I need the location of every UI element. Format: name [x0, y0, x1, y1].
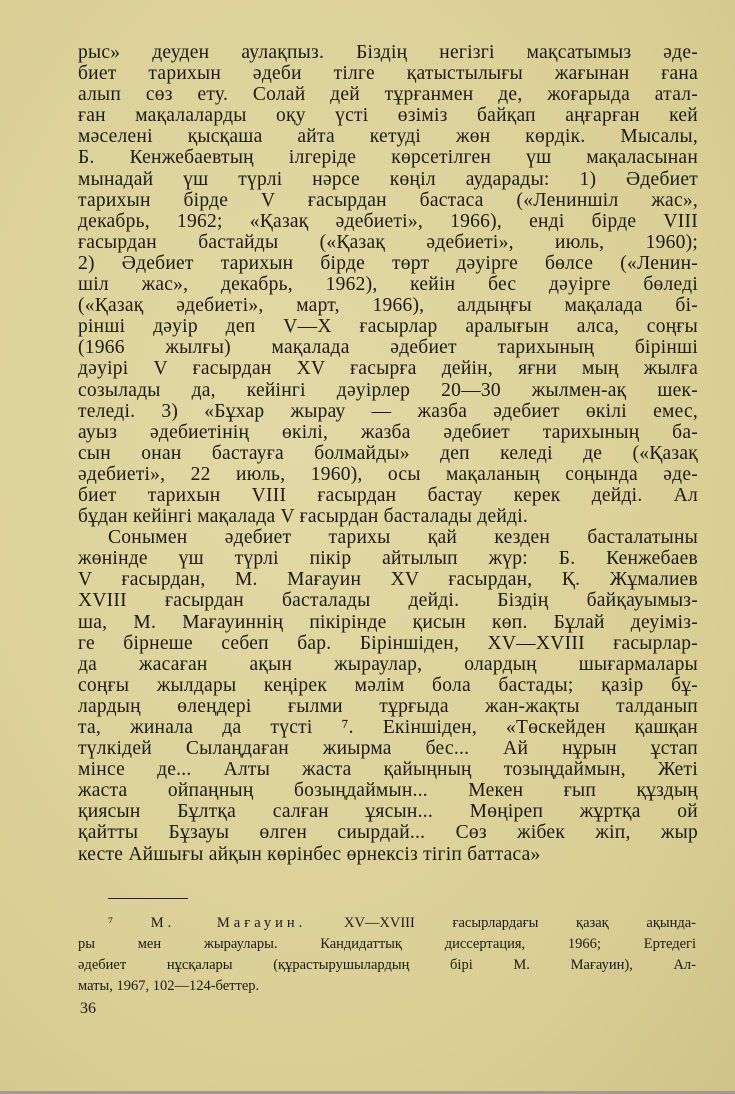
footnote-marker: ⁷ — [108, 915, 114, 931]
text-line: жаста ойпаңның бозыңдаймын... Мекен ғып құздың — [78, 780, 698, 802]
text-line: мынадай үш түрлі нәрсе көңіл аударады: 1) Әдебиет — [78, 168, 698, 190]
text-line: биет тарихын VIII ғасырдан бастау керек дейді. Ал — [78, 484, 698, 506]
footnote-line: ры мен жыраулары. Кандидаттық диссертация, 1966; Ертедегі — [78, 936, 696, 952]
text-line: қиясын Бұлтқа салған ұясын... Мөңіреп жұртқа ой — [78, 801, 698, 823]
text-line: ған мақалаларды оқу үсті өзіміз байқап аңғарған кей — [78, 105, 698, 127]
footnote-author: М. Мағауин. — [150, 915, 307, 931]
text-line: ша, М. Мағауиннің пікірінде қисын көп. Бұлай деуіміз- — [78, 611, 698, 633]
text-line: дәуірі V ғасырдан XV ғасырға дейін, яғни мың жылға — [78, 358, 698, 380]
page-number: 36 — [80, 1000, 96, 1017]
text-line: бұдан кейінгі мақалада V ғасырдан басталады дейді. — [78, 506, 529, 528]
text-line: әдебиеті», 22 июль, 1960), осы мақаланың соңында әде- — [78, 463, 698, 485]
text-line: биет тарихын әдеби тілге қатыстылығы жағынан ғана — [78, 63, 698, 85]
text-line: мәселені қысқаша айта кетуді жөн көрдік. Мысалы, — [78, 126, 698, 148]
text-line: теледі. 3) «Бұхар жырау — жазба әдебиет өкілі емес, — [78, 400, 698, 422]
text-line: тарихын бірде V ғасырдан бастаса («Лениншіл жас», — [78, 189, 698, 211]
text-line: мінсе де... Алты жаста қайыңның тозыңдаймын, Жеті — [78, 759, 698, 781]
text-line: Б. Кенжебаевтың ілгеріде көрсетілген үш мақаласынан — [78, 147, 698, 169]
text-line: декабрь, 1962; «Қазақ әдебиеті», 1966), енді бірде VIII — [78, 210, 698, 232]
text-line: рыс» деуден аулақпыз. Біздің негізгі мақсатымыз әде- — [78, 42, 698, 63]
text-line: қайтты Бұзауы өлген сиырдай... Сөз жібек жіп, жыр — [78, 822, 698, 844]
text-line: Сонымен әдебиет тарихы қай кезден басталатыны — [108, 527, 698, 549]
text-line: жөнінде үш түрлі пікір айтылып жүр: Б. Кенжебаев — [78, 548, 698, 570]
main-text — [78, 42, 698, 865]
footnote-line: әдебиет нұсқалары (құрастырушылардың бірі М. Мағауин), Ал- — [78, 957, 696, 973]
footnote-line: маты, 1967, 102—124-беттер. — [78, 978, 260, 994]
text-line: созылады да, кейінгі дәуірлер 20—30 жылмен-ақ шек- — [78, 379, 698, 401]
text-line: 2) Әдебиет тарихын бірде төрт дәуірге бөлсе («Ленин- — [78, 252, 698, 274]
text-line: V ғасырдан, М. Мағауин XV ғасырдан, Қ. Жұмалиев — [78, 569, 698, 591]
text-line: лардың өлеңдері ғылми тұрғыда жан-жақты талданып — [78, 695, 698, 717]
text-line: кесте Айшығы айқын көрінбес өрнексіз тігіп баттаса» — [78, 843, 541, 865]
text-line: ғасырдан бастайды («Қазақ әдебиеті», июль, 1960); — [78, 231, 698, 253]
text-line: XVIII ғасырдан басталады дейді. Біздің байқауымыз- — [78, 590, 698, 612]
text-line: алып сөз ету. Солай дей тұрғанмен де, жоғарыда атал- — [78, 84, 698, 106]
text-line: («Қазақ әдебиеті», март, 1966), алдыңғы мақалада бі- — [78, 295, 698, 317]
text-line: түлкідей Сылаңдаған жиырма бес... Ай нұрын ұстап — [78, 738, 698, 760]
text-line: шіл жас», декабрь, 1962), кейін бес дәуірге бөледі — [78, 274, 698, 296]
footnote-line: ⁷ М. Мағауин. XV—XVIII ғасырлардағы қазақ ақында- — [108, 915, 696, 931]
text-line: соңғы жылдары кеңірек мәлім бола бастады; қазір бұ- — [78, 674, 698, 696]
text-line: сын онан бастауға болмайды» деп келеді де («Қазақ — [78, 442, 698, 464]
footnote — [78, 913, 696, 997]
text-line: ауыз әдебиетінің өкілі, жазба әдебиет тарихының ба- — [78, 421, 698, 443]
footnote-divider — [108, 898, 188, 899]
text-line: (1966 жылғы) мақалада әдебиет тарихының бірінші — [78, 337, 698, 359]
text-line: ге бірнеше себеп бар. Біріншіден, XV—XVIII ғасырлар- — [78, 632, 698, 654]
text-line: та, жинала да түсті ⁷. Екіншіден, «Төскейден қашқан — [78, 717, 698, 738]
text-line: рінші дәуір деп V—X ғасырлар аралығын алса, соңғы — [78, 316, 698, 338]
text-line: да жасаған ақын жыраулар, олардың шығармалары — [78, 653, 698, 675]
